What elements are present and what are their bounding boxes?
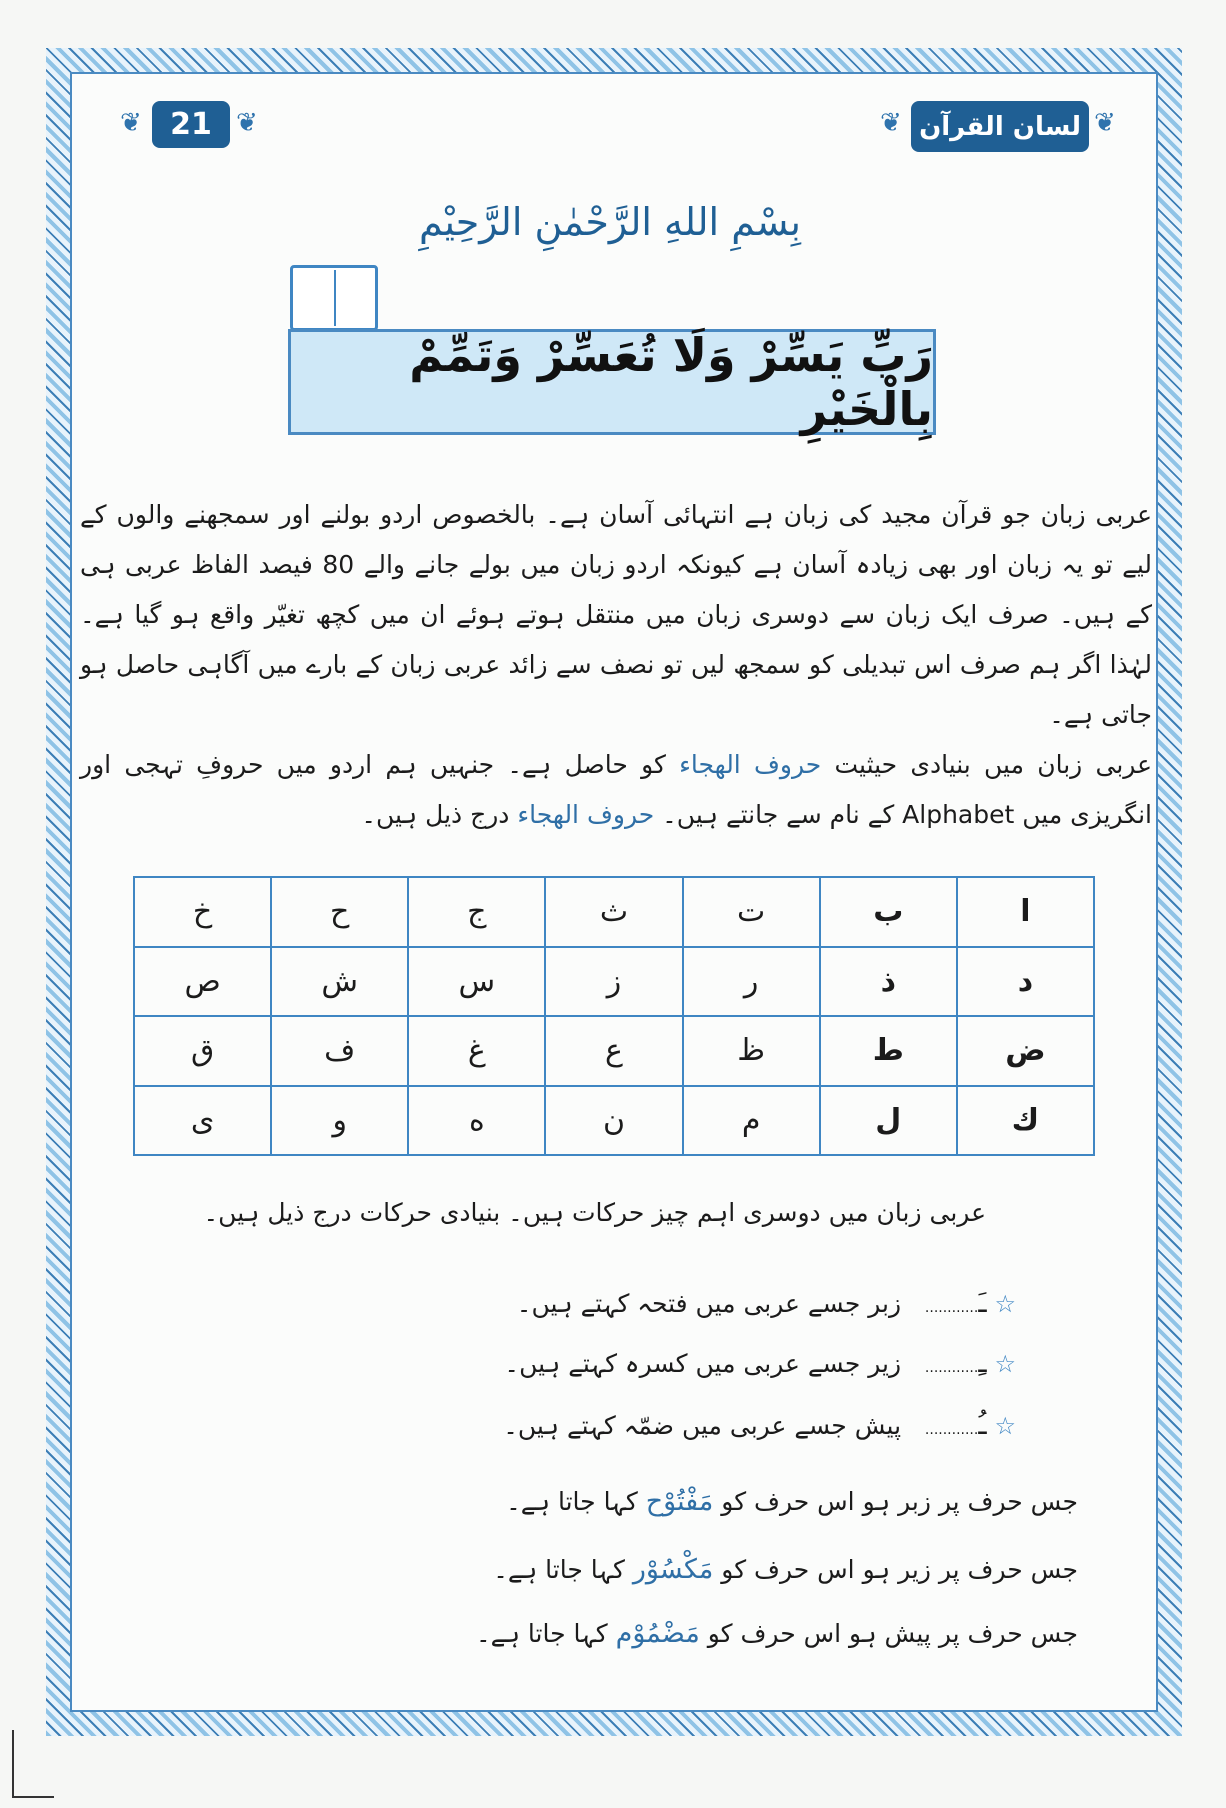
letter-cell: ب <box>820 877 957 947</box>
harakat-text: زیر جسے عربی میں کسرہ کہتے ہیں۔ <box>504 1349 902 1378</box>
text: کو حاصل ہے۔ جنہیں ہم اردو میں حروفِ تہجی اور انگریزی میں <box>80 750 1152 829</box>
letter-cell: م <box>683 1086 820 1156</box>
letter-cell: ه <box>408 1086 545 1156</box>
star-icon: ☆ <box>994 1290 1016 1318</box>
harakat-text: زبر جسے عربی میں فتحہ کہتے ہیں۔ <box>516 1289 902 1318</box>
letter-cell: س <box>408 947 545 1017</box>
rule-term: مَفْتُوْح <box>645 1486 714 1517</box>
table-row <box>134 1086 1094 1156</box>
letter-cell: ز <box>545 947 682 1017</box>
dua-banner: رَبِّ يَسِّرْ وَلَا تُعَسِّرْ وَتَمِّمْ بِالْخَيْرِ <box>288 329 936 435</box>
text: کہا جاتا ہے۔ <box>476 1619 616 1648</box>
table-row <box>134 947 1094 1017</box>
text: کہا جاتا ہے۔ <box>506 1487 646 1516</box>
text: جس حرف پر پیش ہو اس حرف کو <box>699 1619 1078 1648</box>
text: جس حرف پر زیر ہو اس حرف کو <box>713 1555 1078 1584</box>
text: عربی زبان میں بنیادی حیثیت <box>821 750 1152 779</box>
letter-cell: ك <box>957 1086 1094 1156</box>
book-title-badge: لسان القرآن <box>911 101 1089 152</box>
letter-cell: ا <box>957 877 1094 947</box>
intro-paragraph: عربی زبان جو قرآن مجید کی زبان ہے انتہائی آسان ہے۔ بالخصوص اردو بولنے اور سمجھنے والوں کے لیے تو یہ زبان اور بھی زیادہ آسان ہے کیونکہ اردو زبان میں بولے جانے والے 80 فیصد الفاظ عربی ہی کے ہیں۔ صرف ایک زبان سے دوسری زبان میں منتقل ہوتے ہوئے ان میں کچھ تغیّر واقع ہو گیا ہے۔ لہٰذا اگر ہم صرف اس تبدیلی کو سمجھ لیں تو نصف سے زائد عربی زبان کے بارے میں آگاہی حاصل ہو جاتی ہے۔ <box>80 500 1152 729</box>
letter-cell: ح <box>271 877 408 947</box>
letter-cell: ظ <box>683 1016 820 1086</box>
dots: ............ <box>924 1422 979 1438</box>
letter-cell: ط <box>820 1016 957 1086</box>
letter-cell: ص <box>134 947 271 1017</box>
ornament-icon: ❦ <box>120 108 142 138</box>
term-huroof: حروف الهجاء <box>517 800 655 829</box>
ornament-icon: ❦ <box>236 108 258 138</box>
bismillah: بِسْمِ اللهِ الرَّحْمٰنِ الرَّحِيْمِ <box>419 200 801 244</box>
harakat-item <box>504 1346 1016 1379</box>
ornament-icon: ❦ <box>1094 108 1116 138</box>
letter-cell: ت <box>683 877 820 947</box>
term-huroof: حروف الهجاء <box>679 750 822 779</box>
star-icon: ☆ <box>994 1350 1016 1378</box>
letter-cell: خ <box>134 877 271 947</box>
letter-cell: د <box>957 947 1094 1017</box>
letter-cell: ض <box>957 1016 1094 1086</box>
harakat-item <box>517 1286 1016 1319</box>
rule-term: مَضْمُوْم <box>615 1618 700 1649</box>
ornament-icon: ❦ <box>880 108 902 138</box>
star-icon: ☆ <box>994 1412 1016 1440</box>
text: درج ذیل ہیں۔ <box>361 800 518 829</box>
page-number-badge: 21 <box>152 101 230 148</box>
letter-cell: و <box>271 1086 408 1156</box>
letter-cell: ذ <box>820 947 957 1017</box>
rule-term: مَكْسُوْر <box>632 1554 714 1585</box>
letter-cell: غ <box>408 1016 545 1086</box>
english-term: Alphabet <box>902 800 1015 829</box>
text: کہا جاتا ہے۔ <box>493 1555 633 1584</box>
harakat-mark: ـُ <box>978 1408 987 1441</box>
letter-cell: ق <box>134 1016 271 1086</box>
text: جس حرف پر زبر ہو اس حرف کو <box>713 1487 1078 1516</box>
dots: ............ <box>924 1360 979 1376</box>
harakat-text: پیش جسے عربی میں ضمّہ کہتے ہیں۔ <box>503 1411 902 1440</box>
letter-cell: ر <box>683 947 820 1017</box>
harakat-item <box>503 1408 1016 1441</box>
page-corner-mark <box>12 1730 54 1798</box>
text: کے نام سے جانتے ہیں۔ <box>654 800 903 829</box>
harakat-mark: ـِ <box>978 1346 987 1379</box>
letter-cell: ى <box>134 1086 271 1156</box>
harakat-intro: عربی زبان میں دوسری اہم چیز حرکات ہیں۔ بنیادی حرکات درج ذیل ہیں۔ <box>203 1198 986 1227</box>
letter-cell: ن <box>545 1086 682 1156</box>
table-row <box>134 877 1094 947</box>
letter-cell: ف <box>271 1016 408 1086</box>
dots: ............ <box>924 1300 979 1316</box>
table-row <box>134 1016 1094 1086</box>
alphabet-table <box>133 876 1095 1156</box>
open-book-icon <box>290 265 378 331</box>
letter-cell: ج <box>408 877 545 947</box>
letter-cell: ع <box>545 1016 682 1086</box>
letter-cell: ل <box>820 1086 957 1156</box>
letter-cell: ش <box>271 947 408 1017</box>
letter-cell: ث <box>545 877 682 947</box>
rule-line <box>493 1554 1078 1585</box>
rule-line <box>506 1486 1078 1517</box>
alphabet-paragraph <box>80 740 1152 840</box>
harakat-mark: ـَ <box>978 1286 987 1319</box>
rule-line <box>476 1618 1078 1649</box>
